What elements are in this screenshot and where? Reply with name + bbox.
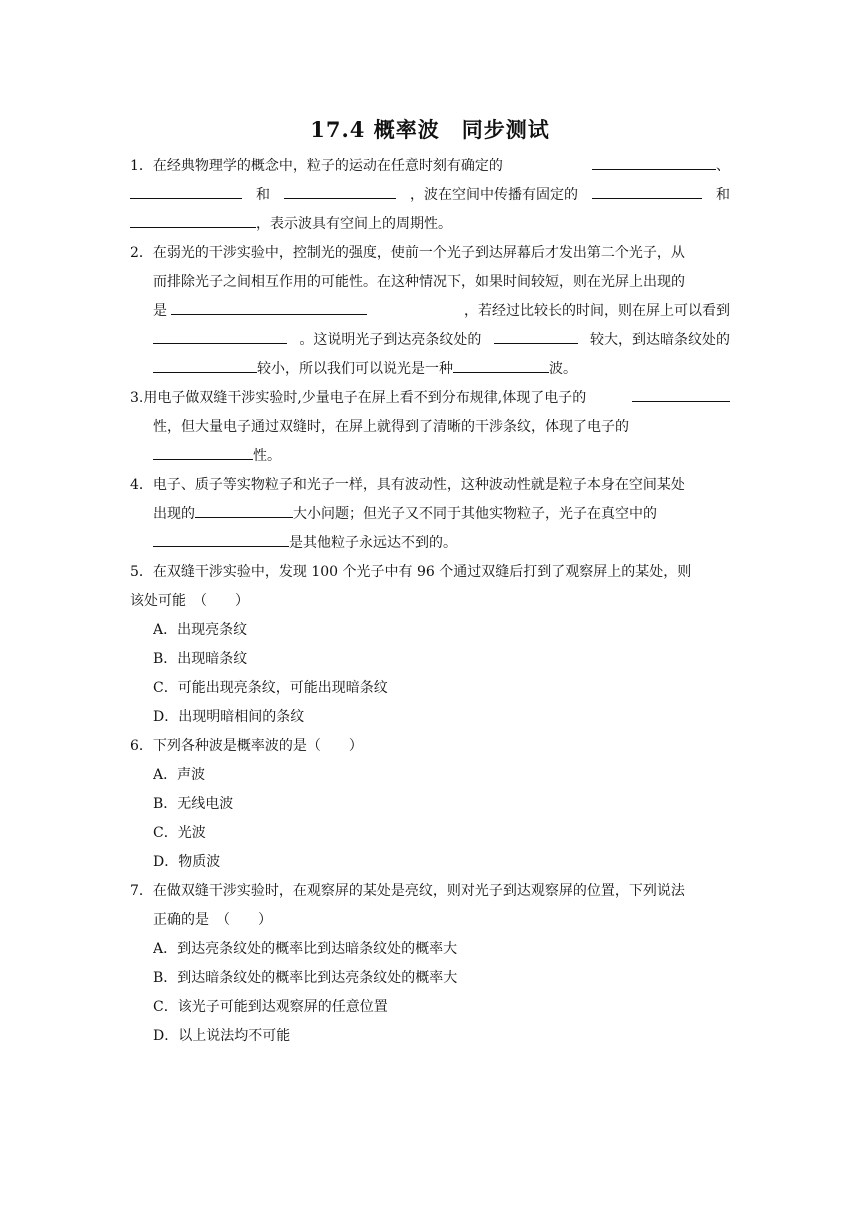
- question-7-stem: 7．在做双缝干涉实验时，在观察屏的某处是亮纹，则对光子到达观察屏的位置，下列说法: [130, 883, 685, 899]
- question-5-option-b[interactable]: B．出现暗条纹: [153, 651, 248, 667]
- question-6-option-a[interactable]: A．声波: [153, 767, 206, 783]
- question-6-option-c[interactable]: C．光波: [153, 825, 206, 841]
- question-1-line-1: 1．在经典物理学的概念中，粒子的运动在任意时刻有确定的 、: [130, 155, 730, 177]
- question-4-line-1: 4．电子、质子等实物粒子和光子一样，具有波动性，这种波动性就是粒子本身在空间某处: [130, 477, 685, 493]
- answer-blank[interactable]: [171, 300, 367, 315]
- page-title: 17.4 概率波 同步测试: [310, 117, 550, 142]
- answer-blank[interactable]: [153, 532, 289, 547]
- answer-blank[interactable]: [195, 503, 293, 518]
- question-7-option-c[interactable]: C．该光子可能到达观察屏的任意位置: [153, 999, 388, 1015]
- question-2-line-1: 2．在弱光的干涉实验中，控制光的强度，使前一个光子到达屏幕后才发出第二个光子，从: [130, 245, 685, 261]
- question-1-line-3: ，表示波具有空间上的周期性。: [130, 213, 730, 235]
- question-3-line-3: 性。: [153, 445, 730, 467]
- answer-blank[interactable]: [153, 329, 287, 344]
- answer-blank[interactable]: [453, 358, 549, 373]
- answer-blank[interactable]: [153, 358, 257, 373]
- question-4-line-2: 出现的 大小问题；但光子又不同于其他实物粒子，光子在真空中的: [153, 503, 730, 525]
- answer-blank[interactable]: [494, 329, 578, 344]
- answer-blank[interactable]: [130, 213, 256, 228]
- question-7-option-d[interactable]: D．以上说法均不可能: [153, 1028, 291, 1044]
- question-6-option-d[interactable]: D．物质波: [153, 854, 221, 870]
- question-5-option-a[interactable]: A．出现亮条纹: [153, 622, 248, 638]
- question-2-line-2: 而排除光子之间相互作用的可能性。在这种情况下，如果时间较短，则在光屏上出现的: [153, 274, 685, 290]
- question-3-line-1: 3.用电子做双缝干涉实验时,少量电子在屏上看不到分布规律,体现了电子的: [130, 387, 730, 409]
- answer-blank[interactable]: [130, 184, 242, 199]
- question-6-option-b[interactable]: B．无线电波: [153, 796, 234, 812]
- question-2-line-5: 较小，所以我们可以说光是一种 波。: [153, 358, 730, 380]
- question-5-option-c[interactable]: C．可能出现亮条纹，可能出现暗条纹: [153, 680, 388, 696]
- answer-blank[interactable]: [592, 155, 716, 170]
- question-1-line-2: 和 ，波在空间中传播有固定的 和: [130, 184, 730, 206]
- answer-blank[interactable]: [284, 184, 396, 199]
- question-7-stem-line-2: 正确的是 （ ）: [153, 912, 272, 928]
- answer-blank[interactable]: [632, 387, 730, 402]
- question-3-line-2: 性，但大量电子通过双缝时，在屏上就得到了清晰的干涉条纹，体现了电子的: [153, 419, 629, 435]
- question-7-option-b[interactable]: B．到达暗条纹处的概率比到达亮条纹处的概率大: [153, 970, 458, 986]
- question-5-stem: 5．在双缝干涉实验中，发现 100 个光子中有 96 个通过双缝后打到了观察屏上的某处，则: [130, 564, 692, 580]
- question-6-stem: 6．下列各种波是概率波的是（ ）: [130, 738, 363, 754]
- question-4-line-3: 是其他粒子永远达不到的。: [153, 532, 730, 554]
- question-5-stem-line-2: 该处可能 （ ）: [130, 593, 249, 609]
- question-7-option-a[interactable]: A．到达亮条纹处的概率比到达暗条纹处的概率大: [153, 941, 458, 957]
- answer-blank[interactable]: [153, 445, 253, 460]
- answer-blank[interactable]: [592, 184, 702, 199]
- question-5-option-d[interactable]: D．出现明暗相间的条纹: [153, 709, 305, 725]
- question-2-line-3: 是 ，若经过比较长的时间，则在屏上可以看到: [153, 300, 730, 322]
- question-2-line-4: 。这说明光子到达亮条纹处的 较大，到达暗条纹处的: [153, 329, 730, 351]
